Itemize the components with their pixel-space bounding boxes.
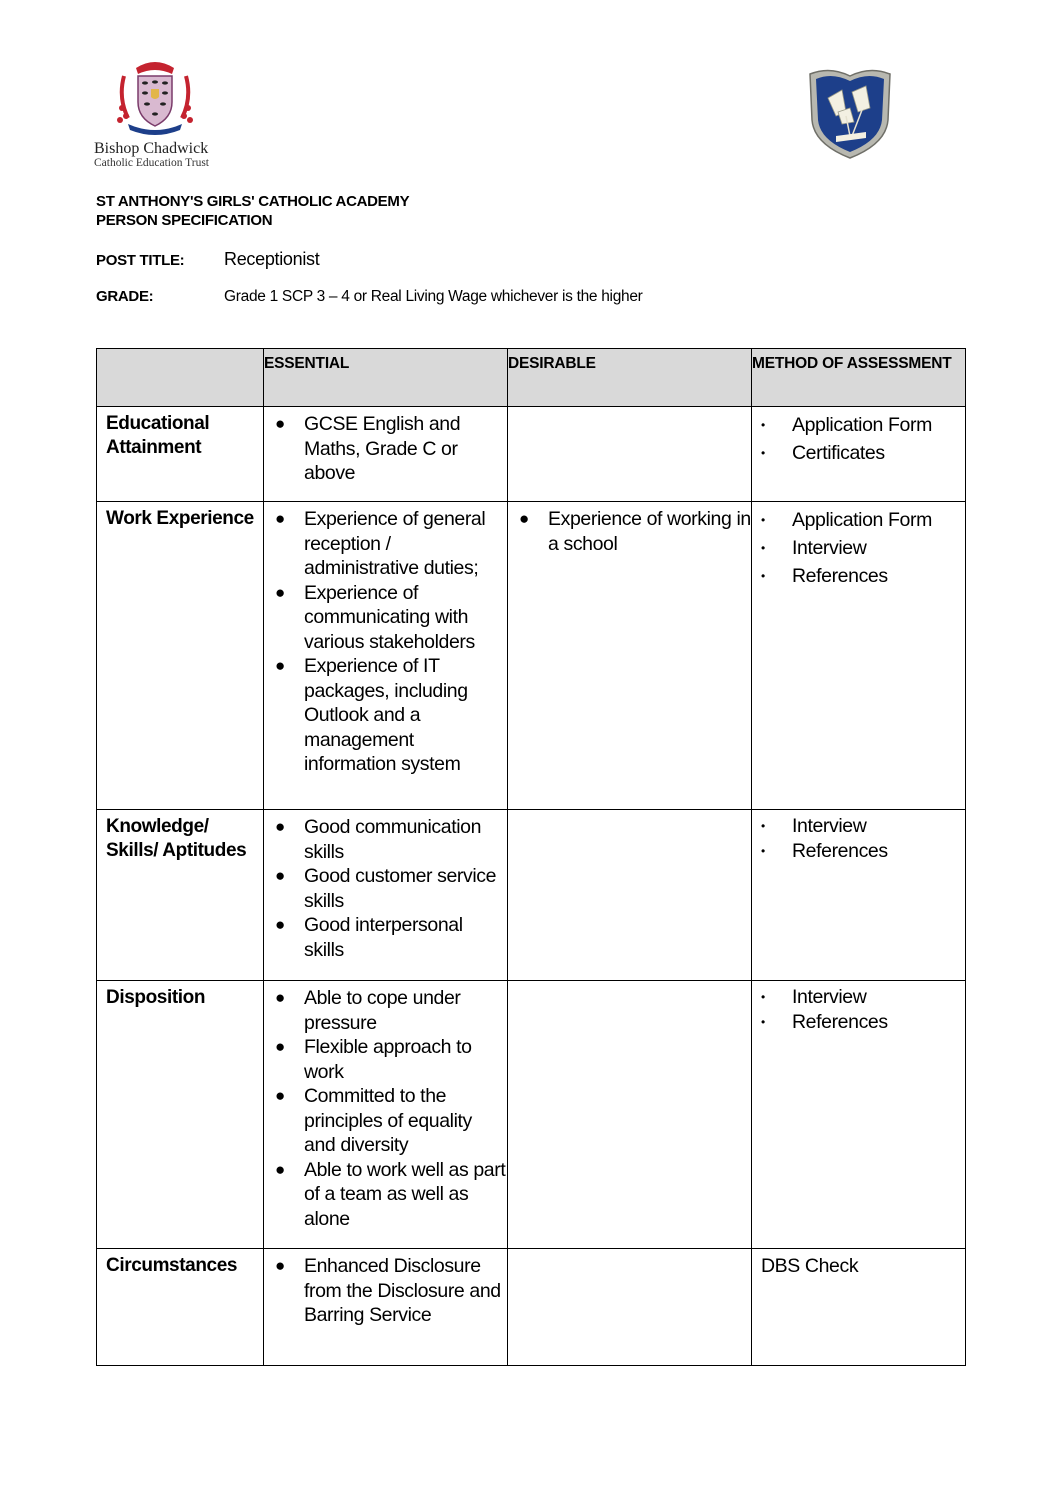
bullet-icon: • <box>761 990 765 1004</box>
essential-text: Flexible approach to work <box>304 1036 472 1083</box>
bullet-icon: ● <box>275 582 285 602</box>
essential-list <box>264 1249 507 1328</box>
essential-item <box>264 581 507 655</box>
bullet-icon: ● <box>275 817 285 836</box>
school-name: ST ANTHONY'S GIRLS' CATHOLIC ACADEMY <box>96 193 410 210</box>
method-text: References <box>792 1011 888 1033</box>
row-category: Knowledge/ Skills/ Aptitudes <box>97 810 264 981</box>
essential-item <box>264 864 507 913</box>
essential-text: Able to cope under pressure <box>304 987 461 1034</box>
method-text: Certificates <box>792 442 885 464</box>
bullet-icon: ● <box>275 988 285 1007</box>
essential-item <box>264 1035 507 1084</box>
essential-item <box>264 507 507 581</box>
essential-item <box>264 1254 507 1328</box>
post-title-label: POST TITLE: <box>96 252 185 269</box>
bullet-icon: • <box>761 819 765 833</box>
bullet-icon: • <box>761 844 765 858</box>
row-category: Educational Attainment <box>97 407 264 502</box>
method-item <box>752 562 965 590</box>
method-list <box>752 810 965 864</box>
bullet-icon: ● <box>275 1037 285 1056</box>
method-text: References <box>792 840 888 862</box>
method-item <box>752 439 965 467</box>
essential-text: Able to work well as part of a team as well as alone <box>304 1158 506 1230</box>
bullet-icon: ● <box>275 414 285 433</box>
school-shield-crest-icon <box>806 64 894 160</box>
method-text: Interview <box>792 815 867 837</box>
essential-text: Experience of communicating with various stakeholders <box>304 581 475 653</box>
method-item <box>752 1010 965 1035</box>
essential-item <box>264 1084 507 1158</box>
header-desirable: DESIRABLE <box>508 349 752 407</box>
coat-of-arms-icon <box>114 58 196 136</box>
bullet-icon: • <box>761 418 765 432</box>
table-row <box>97 502 966 810</box>
essential-cell <box>264 502 508 810</box>
bullet-icon: ● <box>275 866 285 885</box>
method-text: DBS Check <box>761 1255 859 1277</box>
method-cell <box>752 407 966 502</box>
method-list <box>752 502 965 590</box>
post-title-row <box>96 249 319 270</box>
bullet-icon: ● <box>275 1256 285 1275</box>
essential-list <box>264 981 507 1231</box>
desirable-cell <box>508 407 752 502</box>
bullet-icon: • <box>761 541 765 555</box>
method-text: Interview <box>792 986 867 1008</box>
bullet-icon: • <box>761 1015 765 1029</box>
method-item <box>752 985 965 1010</box>
grade-label: GRADE: <box>96 288 154 305</box>
method-text: Interview <box>792 537 867 559</box>
essential-text: GCSE English and Maths, Grade C or above <box>304 413 461 484</box>
method-item <box>752 411 965 439</box>
desirable-list <box>508 502 751 556</box>
essential-item <box>264 1158 507 1232</box>
desirable-text: Experience of working in a school <box>548 508 751 555</box>
essential-cell <box>264 1249 508 1366</box>
trust-subtitle: Catholic Education Trust <box>94 157 209 169</box>
header-method-of-assessment: METHOD OF ASSESSMENT <box>752 349 966 407</box>
bullet-icon: ● <box>275 1086 285 1105</box>
document-type: PERSON SPECIFICATION <box>96 212 273 229</box>
method-item <box>752 534 965 562</box>
method-list <box>752 407 965 467</box>
row-category: Work Experience <box>97 502 264 810</box>
method-text: Application Form <box>792 414 932 436</box>
bullet-icon: ● <box>519 509 529 528</box>
header-essential: ESSENTIAL <box>264 349 508 407</box>
desirable-cell <box>508 502 752 810</box>
essential-text: Experience of IT packages, including Outlook and a management information system <box>304 655 468 775</box>
desirable-cell <box>508 1249 752 1366</box>
essential-cell <box>264 810 508 981</box>
essential-item <box>264 815 507 864</box>
table-row <box>97 810 966 981</box>
row-category: Circumstances <box>97 1249 264 1366</box>
essential-cell <box>264 981 508 1249</box>
method-text: Application Form <box>792 509 932 531</box>
method-item <box>752 506 965 534</box>
bullet-icon: ● <box>275 915 285 934</box>
table-row <box>97 407 966 502</box>
essential-item <box>264 654 507 777</box>
grade-value: Grade 1 SCP 3 – 4 or Real Living Wage whichever is the higher <box>224 288 643 305</box>
essential-item <box>264 986 507 1035</box>
method-cell <box>752 810 966 981</box>
essential-text: Good customer service skills <box>304 865 497 912</box>
trust-name: Bishop Chadwick <box>94 140 209 157</box>
method-cell <box>752 981 966 1249</box>
method-list <box>752 981 965 1035</box>
essential-text: Good interpersonal skills <box>304 914 463 961</box>
bullet-icon: • <box>761 513 765 527</box>
bullet-icon: ● <box>275 509 285 528</box>
bullet-icon: ● <box>275 656 285 675</box>
desirable-cell <box>508 981 752 1249</box>
school-logo <box>806 64 894 165</box>
essential-item <box>264 412 507 486</box>
essential-list <box>264 502 507 777</box>
table-header-row <box>97 349 966 407</box>
essential-text: Experience of general reception / administrative duties; <box>304 508 486 579</box>
essential-item <box>264 913 507 962</box>
bullet-icon: • <box>761 569 765 583</box>
method-text: References <box>792 565 888 587</box>
row-category: Disposition <box>97 981 264 1249</box>
method-item <box>752 839 965 864</box>
table-row <box>97 981 966 1249</box>
desirable-cell <box>508 810 752 981</box>
desirable-item <box>508 507 751 556</box>
method-item <box>752 814 965 839</box>
essential-text: Committed to the principles of equality and diversity <box>304 1085 472 1156</box>
bullet-icon: ● <box>275 1159 285 1179</box>
essential-list <box>264 407 507 486</box>
grade-row <box>96 288 643 306</box>
table-row <box>97 1249 966 1366</box>
essential-text: Enhanced Disclosure from the Disclosure and Barring Service <box>304 1255 501 1326</box>
post-title-value: Receptionist <box>224 249 320 269</box>
essential-cell <box>264 407 508 502</box>
essential-text: Good communication skills <box>304 816 482 863</box>
bullet-icon: • <box>761 446 765 460</box>
essential-list <box>264 810 507 962</box>
person-specification-table <box>96 348 966 1366</box>
header-category <box>97 349 264 407</box>
method-cell <box>752 502 966 810</box>
method-cell <box>752 1249 966 1366</box>
document-title <box>96 192 409 230</box>
trust-logo <box>94 58 224 169</box>
